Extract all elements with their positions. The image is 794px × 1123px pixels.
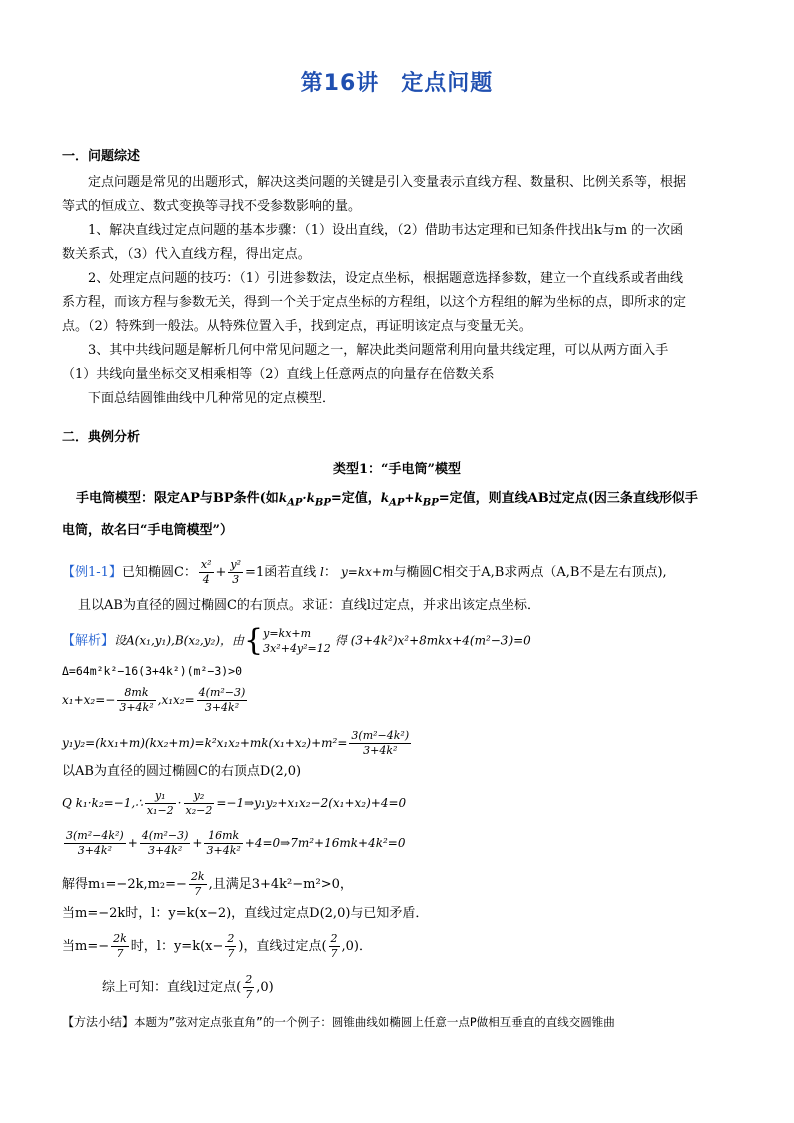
- circle-condition-line: 以AB为直径的圆过椭圆C的右顶点D(2,0): [62, 764, 302, 779]
- vieta-text-a: x₁+x₂=−: [62, 693, 116, 707]
- method-summary-line: [62, 1010, 615, 1034]
- example-tag: 【例1-1】: [62, 565, 122, 580]
- model-text-b: =定值，: [330, 491, 381, 506]
- analysis-text-a: 设A(x₁,y₁),B(x₂,y₂)，由: [114, 633, 245, 648]
- conclusion-text-a: 综上可知：直线l过定点(: [102, 980, 242, 995]
- method-tag: 【方法小结】: [62, 1015, 135, 1029]
- substitution-line: $\frac{\text{3(m²−4k²)}}{\text{3+4k²}}$ + $\frac{\text{4(m²−3)}}{\text{3+4k²}}$ + $\frac{16mk}{\text{3+4k²}}$ +4=0⇒7m²+16mk+4k²=0: [66, 829, 406, 857]
- overview-paragraph-line2: 等式的恒成立、数式变换等寻找不受参数影响的量。: [62, 199, 362, 214]
- case2-text-b: 时，l：y=k(x−: [130, 939, 224, 954]
- example-1-1-line1: 【例1-1】已知椭圆C： $\frac{\text{x²}}{4}$ + $\frac{\text{y²}}{3}$ =1函若直线 l： y=kx+m与椭圆C相交于A,B求两点（A,B不是左右顶点),: [62, 558, 667, 586]
- perpendicular-text-a: Q k₁·k₂=−1,∴: [62, 796, 143, 810]
- perpendicular-line: Q k₁·k₂=−1,∴ $\frac{\text{y₁}}{\text{x₁−2}}$ · $\frac{\text{y₂}}{\text{x₂−2}}$ =−1⇒y₁y₂+x₁x₂−2(x₁+x₂)+4=0: [62, 789, 407, 817]
- discriminant-line: Δ=64m²k²−16(3+4k²)(m²−3)>0: [62, 664, 243, 678]
- case2-text-a: 当m=−: [62, 939, 110, 954]
- example-text-c: 与椭圆C相交于A,B求两点（A,B不是左右顶点),: [393, 565, 667, 580]
- example-1-1-line2: 且以AB为直径的圆过椭圆C的右顶点。求证：直线l过定点，并求出该定点坐标．: [78, 598, 541, 613]
- case2-line: [62, 932, 372, 961]
- lecture-number: 第16讲: [300, 71, 380, 96]
- step2-line1: 2、处理定点问题的技巧：（1）引进参数法，设定点坐标，根据题意选择参数，建立一个直线系或者曲线: [88, 271, 684, 286]
- term3-fraction: $\frac{16mk}{\text{3+4k²}}$: [206, 829, 241, 857]
- step2-line3: 点。（2）特殊到一般法。从特殊位置入手，找到定点，再证明该定点与变量无关。: [62, 319, 532, 334]
- conclusion-text-b: ,0): [256, 980, 274, 995]
- case2-fraction2: $\frac{2}{7}$: [227, 932, 235, 960]
- kap-kbp-sum: $k_{AP}+k_{BP}$: [380, 491, 439, 509]
- solution-line: [62, 870, 353, 899]
- slope2-fraction: $\frac{\text{y₂}}{\text{x₂−2}}$: [185, 789, 213, 817]
- conclusion-fraction: $\frac{2}{7}$: [245, 973, 253, 1001]
- overview-paragraph-line1: 定点问题是常见的出题形式，解决这类问题的关键是引入变量表示直线方程、数量积、比例关系等，根据: [88, 175, 687, 190]
- y-product-text: y₁y₂=(kx₁+m)(kx₂+m)=k²x₁x₂+mk(x₁+x₂)+m²=: [62, 736, 348, 750]
- step2-line2: 系方程，而该方程与参数无关，得到一个关于定点坐标的方程组，以这个方程组的解为坐标的点，即所求的定: [62, 295, 687, 310]
- conclusion-line: [102, 973, 274, 1002]
- vieta-sum-fraction: $\frac{8mk}{\text{3+4k²}}$: [119, 686, 154, 714]
- analysis-tag: 【解析】: [62, 633, 115, 649]
- analysis-line1: 【解析】设A(x₁,y₁),B(x₂,y₂)，由{y=kx+m 3x²+4y²=12 得 (3+4k²)x²+8mkx+4(m²−3)=0: [62, 623, 531, 658]
- type-title: 类型1：“手电筒”模型: [332, 462, 461, 477]
- perpendicular-text-b: =−1⇒y₁y₂+x₁x₂−2(x₁+x₂)+4=0: [216, 796, 407, 810]
- step1-line1: 1、解决直线过定点问题的基本步骤：（1）设出直线，（2）借助韦达定理和已知条件找出k与m 的一次函: [88, 223, 684, 238]
- solution-text-a: 解得m₁=−2k,m₂=−: [62, 877, 187, 892]
- model-definition-line1: [76, 486, 698, 515]
- term2-fraction: $\frac{\text{4(m²−3)}}{\text{3+4k²}}$: [141, 829, 189, 857]
- section-heading-examples: 二．典例分析: [62, 430, 141, 445]
- model-text-c: =定值，则直线AB过定点(因三条直线形似手: [438, 491, 698, 506]
- case2-fraction3: $\frac{2}{7}$: [330, 932, 338, 960]
- ellipse-y-term: $\frac{\text{y²}}{3}$: [230, 558, 242, 586]
- method-text: 本题为”弦对定点张直角”的一个例子：圆锥曲线如椭圆上任意一点P做相互垂直的直线交圆锥曲: [134, 1015, 615, 1029]
- vieta-product-fraction: $\frac{\text{4(m²−3)}}{\text{3+4k²}}$: [198, 686, 246, 714]
- term1-fraction: $\frac{\text{3(m²−4k²)}}{\text{3+4k²}}$: [66, 829, 124, 857]
- case2-text-c: )，直线过定点(: [238, 939, 327, 954]
- step3-line1: 3、其中共线问题是解析几何中常见问题之一，解决此类问题常利用向量共线定理，可以从两方面入手: [88, 343, 669, 358]
- summary-line: 下面总结圆锥曲线中几种常见的定点模型．: [88, 391, 336, 406]
- example-text-b: 函若直线: [264, 565, 317, 580]
- step1-line2: 数关系式，（3）代入直线方程，得出定点。: [62, 247, 311, 262]
- solution-fraction: $\frac{2k}{7}$: [190, 870, 205, 898]
- slope1-fraction: $\frac{\text{y₁}}{\text{x₁−2}}$: [146, 789, 174, 817]
- kap-kbp-product: $k_{AP}\cdot k_{BP}$: [278, 491, 331, 509]
- equation-system: y=kx+m 3x²+4y²=12: [263, 627, 331, 655]
- y-product-line: [62, 729, 413, 758]
- section-heading-overview: 一．问题综述: [62, 149, 141, 164]
- model-text-a: 手电筒模型：限定AP与BP条件(如: [76, 491, 279, 506]
- case2-fraction1: $\frac{2k}{7}$: [113, 932, 127, 960]
- ellipse-x-term: $\frac{\text{x²}}{4}$: [200, 558, 212, 586]
- page-title: [0, 66, 794, 97]
- step3-line2: （1）共线向量坐标交叉相乘相等（2）直线上任意两点的向量存在倍数关系: [62, 367, 495, 382]
- case1-line: 当m=−2k时，l：y=k(x−2)，直线过定点D(2,0)与已知矛盾．: [62, 906, 429, 921]
- substitution-text-b: +4=0⇒7m²+16mk+4k²=0: [244, 836, 406, 850]
- case2-text-e: ,0)．: [341, 939, 373, 954]
- model-definition-line2: 电筒，故名曰“手电筒模型”）: [62, 523, 233, 538]
- solution-text-b: ,且满足3+4k²−m²>0，: [208, 877, 353, 892]
- vieta-line: [62, 686, 249, 715]
- vieta-text-b: ,x₁x₂=: [157, 693, 195, 707]
- lecture-topic: 定点问题: [401, 71, 494, 96]
- y-product-fraction: $\frac{\text{3(m²−4k²)}}{\text{3+4k²}}$: [351, 729, 410, 757]
- analysis-text-b: 得 (3+4k²)x²+8mkx+4(m²−3)=0: [334, 633, 531, 648]
- example-text-a: 已知椭圆C：: [121, 565, 197, 580]
